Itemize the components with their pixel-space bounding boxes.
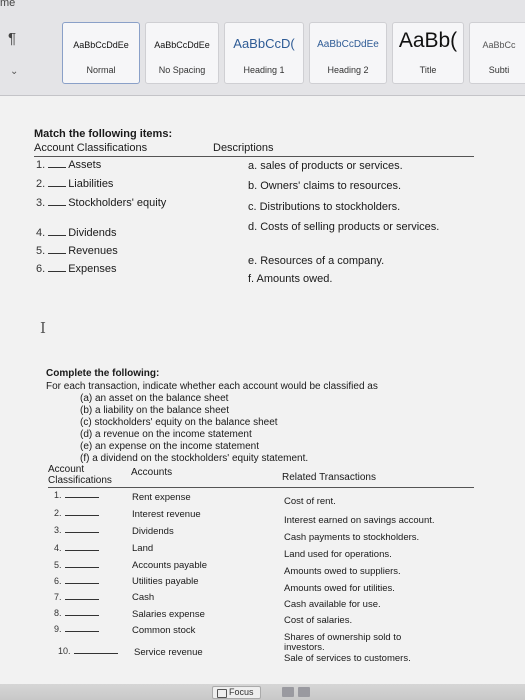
style-title[interactable] bbox=[392, 22, 464, 84]
answer-blank[interactable] bbox=[48, 263, 66, 272]
answer-blank[interactable] bbox=[65, 607, 99, 616]
style-label: Heading 1 bbox=[243, 65, 285, 75]
transaction-text: Cash payments to stockholders. bbox=[284, 532, 420, 543]
item-number: 3. bbox=[36, 197, 46, 209]
col-accounts: Accounts bbox=[131, 467, 173, 478]
transaction-text: investors. bbox=[284, 642, 325, 653]
item-label: Assets bbox=[68, 159, 102, 171]
account-name: Rent expense bbox=[132, 492, 191, 503]
style-no-spacing[interactable] bbox=[145, 22, 219, 84]
answer-blank[interactable] bbox=[74, 645, 118, 654]
style-label: Title bbox=[419, 65, 437, 75]
table-row bbox=[54, 575, 101, 586]
item-label: Stockholders' equity bbox=[68, 197, 167, 209]
style-heading-2[interactable] bbox=[309, 22, 387, 84]
account-name: Accounts payable bbox=[132, 560, 207, 571]
account-name: Service revenue bbox=[134, 647, 203, 658]
focus-button[interactable]: Focus bbox=[212, 686, 261, 699]
col-classifications: Classifications bbox=[48, 475, 112, 486]
answer-blank[interactable] bbox=[48, 178, 66, 187]
answer-blank[interactable] bbox=[48, 159, 66, 168]
option-a: (a) an asset on the balance sheet bbox=[80, 393, 229, 404]
style-heading-1[interactable] bbox=[224, 22, 304, 84]
match-item-4 bbox=[36, 227, 117, 239]
row-number: 3. bbox=[54, 525, 62, 535]
description-f: f. Amounts owed. bbox=[248, 273, 333, 285]
account-name: Land bbox=[132, 543, 154, 554]
style-sample: AaBbCcDdEe bbox=[73, 40, 129, 50]
match-item-3 bbox=[36, 197, 166, 209]
row-number: 10. bbox=[58, 646, 71, 656]
show-formatting-icon[interactable]: ¶ bbox=[8, 30, 17, 47]
transaction-text: Shares of ownership sold to bbox=[284, 632, 402, 643]
ribbon bbox=[0, 0, 525, 96]
transaction-text: Cost of rent. bbox=[284, 496, 336, 507]
document-page[interactable] bbox=[0, 96, 525, 700]
answer-blank[interactable] bbox=[65, 542, 99, 551]
table-row bbox=[58, 645, 120, 656]
complete-title: Complete the following: bbox=[46, 368, 160, 379]
table-row bbox=[54, 591, 101, 602]
table-row bbox=[54, 607, 101, 618]
style-sample: AaBb( bbox=[398, 29, 458, 52]
table-row bbox=[54, 542, 101, 553]
style-normal[interactable] bbox=[62, 22, 140, 84]
option-d: (d) a revenue on the income statement bbox=[80, 429, 252, 440]
answer-blank[interactable] bbox=[48, 227, 66, 236]
transaction-text: Sale of services to customers. bbox=[284, 653, 411, 664]
answer-blank[interactable] bbox=[48, 197, 66, 206]
answer-blank[interactable] bbox=[65, 623, 99, 632]
chevron-down-icon[interactable]: ⌄ bbox=[10, 66, 19, 77]
row-number: 7. bbox=[54, 592, 62, 602]
row-number: 1. bbox=[54, 490, 62, 500]
table-header-rule bbox=[48, 487, 474, 488]
item-label: Revenues bbox=[68, 245, 118, 257]
styles-gallery bbox=[62, 22, 525, 84]
option-e: (e) an expense on the income statement bbox=[80, 441, 259, 452]
account-name: Common stock bbox=[132, 625, 196, 636]
row-number: 5. bbox=[54, 560, 62, 570]
table-row bbox=[54, 507, 101, 518]
style-label: Normal bbox=[86, 65, 116, 75]
description-a: a. sales of products or services. bbox=[248, 160, 403, 172]
description-b: b. Owners' claims to resources. bbox=[248, 180, 402, 192]
item-number: 1. bbox=[36, 159, 46, 171]
row-number: 2. bbox=[54, 508, 62, 518]
table-row bbox=[54, 489, 101, 500]
header-rule bbox=[34, 156, 474, 157]
transaction-text: Cost of salaries. bbox=[284, 615, 353, 626]
row-number: 4. bbox=[54, 543, 62, 553]
style-label: Subti bbox=[488, 65, 510, 75]
answer-blank[interactable] bbox=[65, 559, 99, 568]
match-item-5 bbox=[36, 245, 118, 257]
account-name: Interest revenue bbox=[132, 509, 201, 520]
account-name: Dividends bbox=[132, 526, 174, 537]
transaction-text: Amounts owed to suppliers. bbox=[284, 566, 401, 577]
table-row bbox=[54, 524, 101, 535]
answer-blank[interactable] bbox=[48, 245, 66, 254]
col-account: Account bbox=[48, 464, 85, 475]
style-sample: AaBbCc bbox=[482, 40, 516, 50]
item-label: Liabilities bbox=[68, 178, 114, 190]
row-number: 8. bbox=[54, 608, 62, 618]
description-e: e. Resources of a company. bbox=[248, 255, 385, 267]
text-cursor-icon: I bbox=[40, 319, 46, 337]
transaction-text: Amounts owed for utilities. bbox=[284, 583, 395, 594]
style-sample: AaBbCcDdEe bbox=[317, 39, 379, 50]
option-b: (b) a liability on the balance sheet bbox=[80, 405, 229, 416]
status-bar bbox=[0, 684, 525, 700]
account-name: Utilities payable bbox=[132, 576, 199, 587]
item-label: Expenses bbox=[68, 263, 117, 275]
ribbon-fragment-text: me bbox=[0, 0, 16, 9]
match-item-2 bbox=[36, 178, 113, 190]
table-row bbox=[54, 623, 101, 634]
transaction-text: Interest earned on savings account. bbox=[284, 515, 435, 526]
description-c: c. Distributions to stockholders. bbox=[248, 201, 401, 213]
col-account-classifications: Account Classifications bbox=[34, 142, 148, 154]
answer-blank[interactable] bbox=[65, 507, 99, 516]
table-row bbox=[54, 559, 101, 570]
style-subtitle[interactable] bbox=[469, 22, 525, 84]
answer-blank[interactable] bbox=[65, 524, 99, 533]
complete-intro: For each transaction, indicate whether each account would be classified as bbox=[46, 381, 378, 392]
item-label: Dividends bbox=[68, 227, 117, 239]
match-item-1 bbox=[36, 159, 101, 171]
account-name: Cash bbox=[132, 592, 155, 603]
style-label: Heading 2 bbox=[327, 65, 369, 75]
row-number: 6. bbox=[54, 576, 62, 586]
description-d: d. Costs of selling products or services. bbox=[248, 221, 440, 233]
option-c: (c) stockholders' equity on the balance sheet bbox=[80, 417, 278, 428]
style-sample: AaBbCcDdEe bbox=[154, 40, 210, 50]
answer-blank[interactable] bbox=[65, 591, 99, 600]
match-title: Match the following items: bbox=[34, 128, 173, 140]
account-name: Salaries expense bbox=[132, 609, 205, 620]
row-number: 9. bbox=[54, 624, 62, 634]
match-item-6 bbox=[36, 263, 117, 275]
item-number: 6. bbox=[36, 263, 46, 275]
col-descriptions: Descriptions bbox=[213, 142, 274, 154]
style-label: No Spacing bbox=[158, 65, 206, 75]
item-number: 4. bbox=[36, 227, 46, 239]
layout-icon[interactable] bbox=[298, 687, 310, 697]
transaction-text: Cash available for use. bbox=[284, 599, 381, 610]
transaction-text: Land used for operations. bbox=[284, 549, 392, 560]
answer-blank[interactable] bbox=[65, 575, 99, 584]
col-related-transactions: Related Transactions bbox=[282, 472, 376, 483]
style-sample: AaBbCcD( bbox=[233, 36, 295, 51]
item-number: 2. bbox=[36, 178, 46, 190]
option-f: (f) a dividend on the stockholders' equity statement. bbox=[80, 453, 309, 464]
item-number: 5. bbox=[36, 245, 46, 257]
answer-blank[interactable] bbox=[65, 489, 99, 498]
view-icon[interactable] bbox=[282, 687, 294, 697]
